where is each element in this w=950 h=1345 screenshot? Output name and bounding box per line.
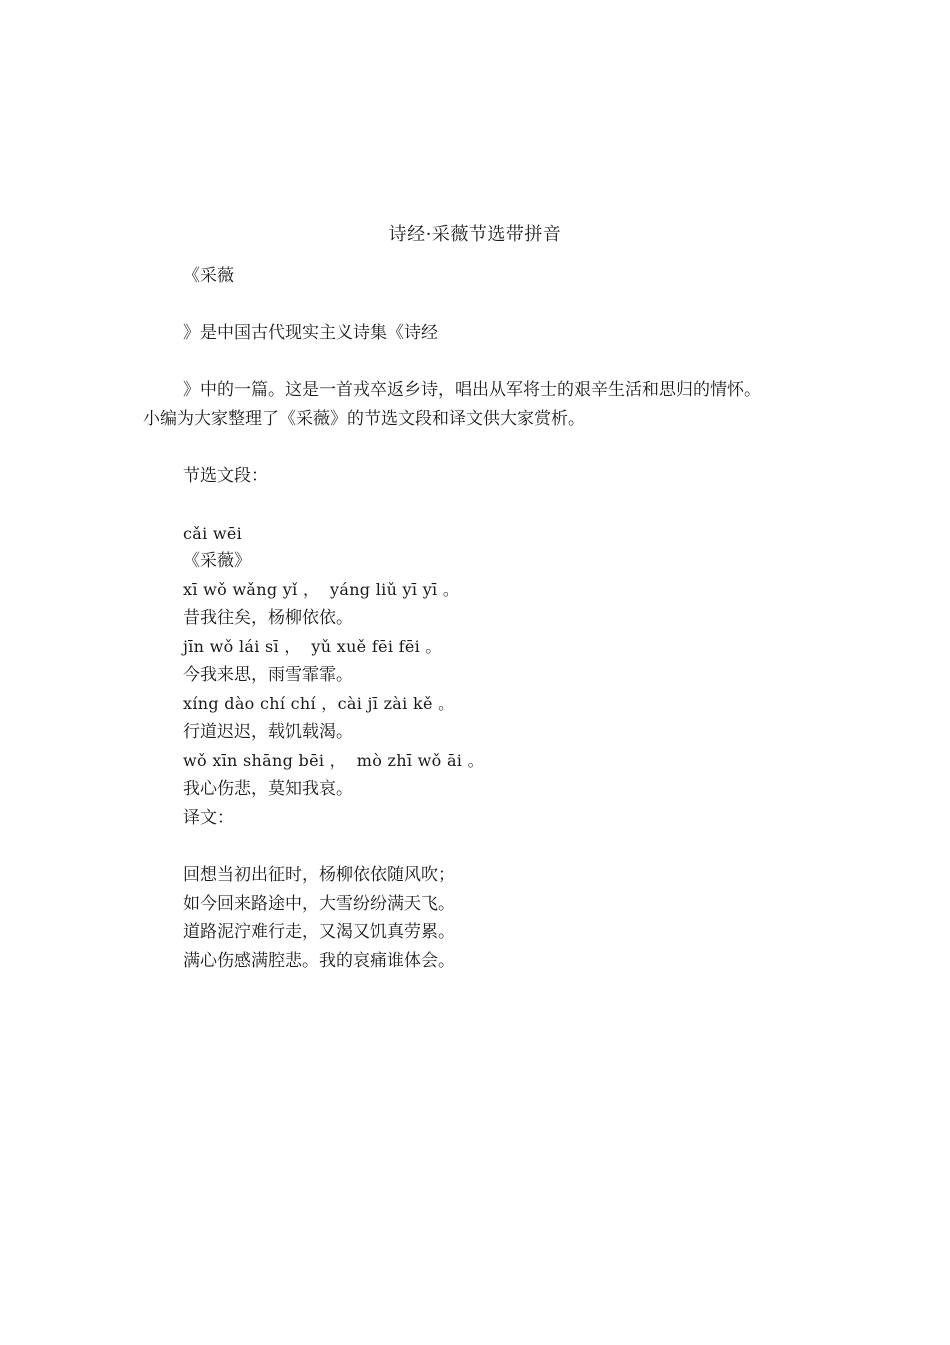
translation-line: 道路泥泞难行走，又渴又饥真劳累。 [183, 922, 455, 942]
translation-line: 满心伤感满腔悲。我的哀痛谁体会。 [183, 951, 455, 971]
intro-line-3: 》中的一篇。这是一首戎卒返乡诗，唱出从军将士的艰辛生活和思归的情怀。 [183, 380, 761, 400]
poem-line-text: 我心伤悲，莫知我哀。 [183, 779, 353, 799]
poem-title-pinyin: cǎi wēi [183, 524, 243, 543]
translation-line: 如今回来路途中，大雪纷纷满天飞。 [183, 894, 455, 914]
poem-line-text: 今我来思，雨雪霏霏。 [183, 665, 353, 685]
poem-title: 《采薇》 [183, 551, 251, 571]
poem-line-text: 行道迟迟，载饥载渴。 [183, 722, 353, 742]
excerpt-heading: 节选文段： [183, 466, 268, 486]
poem-line-pinyin: xī wǒ wǎng yǐ ， yáng liǔ yī yī 。 [183, 580, 460, 599]
intro-line-2: 》是中国古代现实主义诗集《诗经 [183, 323, 438, 343]
poem-line-pinyin: xíng dào chí chí ，cài jī zài kě 。 [183, 694, 455, 713]
poem-line-pinyin: wǒ xīn shāng bēi ， mò zhī wǒ āi 。 [183, 751, 484, 770]
document-title: 诗经·采薇节选带拼音 [388, 224, 562, 245]
intro-line-1: 《采薇 [183, 266, 234, 286]
translation-heading: 译文： [183, 808, 234, 828]
intro-line-4: 小编为大家整理了《采薇》的节选文段和译文供大家赏析。 [143, 409, 585, 429]
poem-line-text: 昔我往矣，杨柳依依。 [183, 608, 353, 628]
translation-line: 回想当初出征时，杨柳依依随风吹； [183, 865, 455, 885]
poem-line-pinyin: jīn wǒ lái sī ， yǔ xuě fēi fēi 。 [183, 637, 442, 656]
